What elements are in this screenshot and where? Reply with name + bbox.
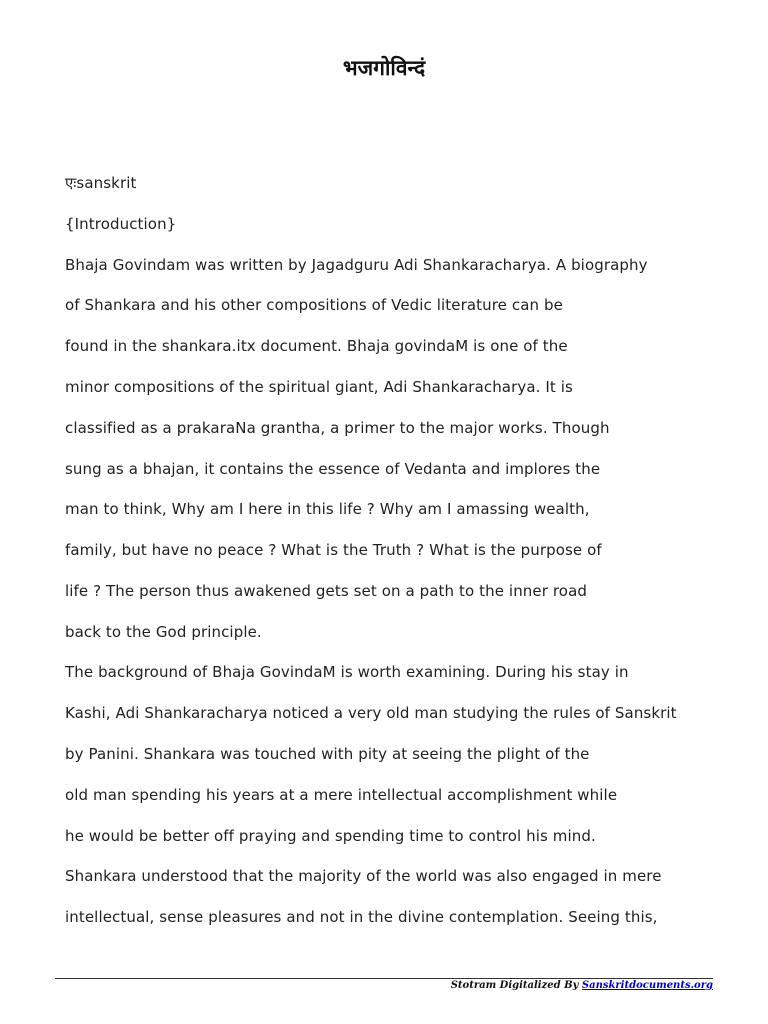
text-line: family, but have no peace ? What is the Truth ? What is the purpose of [65, 541, 602, 559]
text-line: {Introduction} [65, 215, 177, 233]
text-line: old man spending his years at a mere intellectual accomplishment while [65, 786, 618, 804]
text-line: life ? The person thus awakened gets set on a path to the inner road [65, 582, 587, 600]
text-line: he would be better off praying and spending time to control his mind. [65, 827, 596, 845]
text-line: back to the God principle. [65, 623, 262, 641]
text-line: Kashi, Adi Shankaracharya noticed a very old man studying the rules of Sanskrit [65, 704, 677, 722]
footer-prefix: Stotram Digitalized By [450, 980, 582, 991]
footer-divider [55, 978, 713, 979]
text-line: The background of Bhaja GovindaM is worth examining. During his stay in [65, 663, 629, 681]
text-line: sung as a bhajan, it contains the essence of Vedanta and implores the [65, 460, 601, 478]
text-line: एःsanskrit [65, 174, 137, 192]
text-line: man to think, Why am I here in this life ? Why am I amassing wealth, [65, 500, 590, 518]
footer-link[interactable]: Sanskritdocuments.org [581, 980, 713, 991]
text-line: Shankara understood that the majority of the world was also engaged in mere [65, 867, 662, 885]
page-title: भजगोविन्दं [342, 56, 426, 80]
footer-credit [451, 980, 713, 991]
text-line: minor compositions of the spiritual giant, Adi Shankaracharya. It is [65, 378, 573, 396]
text-line: of Shankara and his other compositions of Vedic literature can be [65, 296, 563, 314]
text-line: by Panini. Shankara was touched with pity at seeing the plight of the [65, 745, 590, 763]
text-line: intellectual, sense pleasures and not in the divine contemplation. Seeing this, [65, 908, 658, 926]
text-line: classified as a prakaraNa grantha, a primer to the major works. Though [65, 419, 610, 437]
text-line: found in the shankara.itx document. Bhaja govindaM is one of the [65, 337, 568, 355]
text-line: Bhaja Govindam was written by Jagadguru Adi Shankaracharya. A biography [65, 256, 648, 274]
